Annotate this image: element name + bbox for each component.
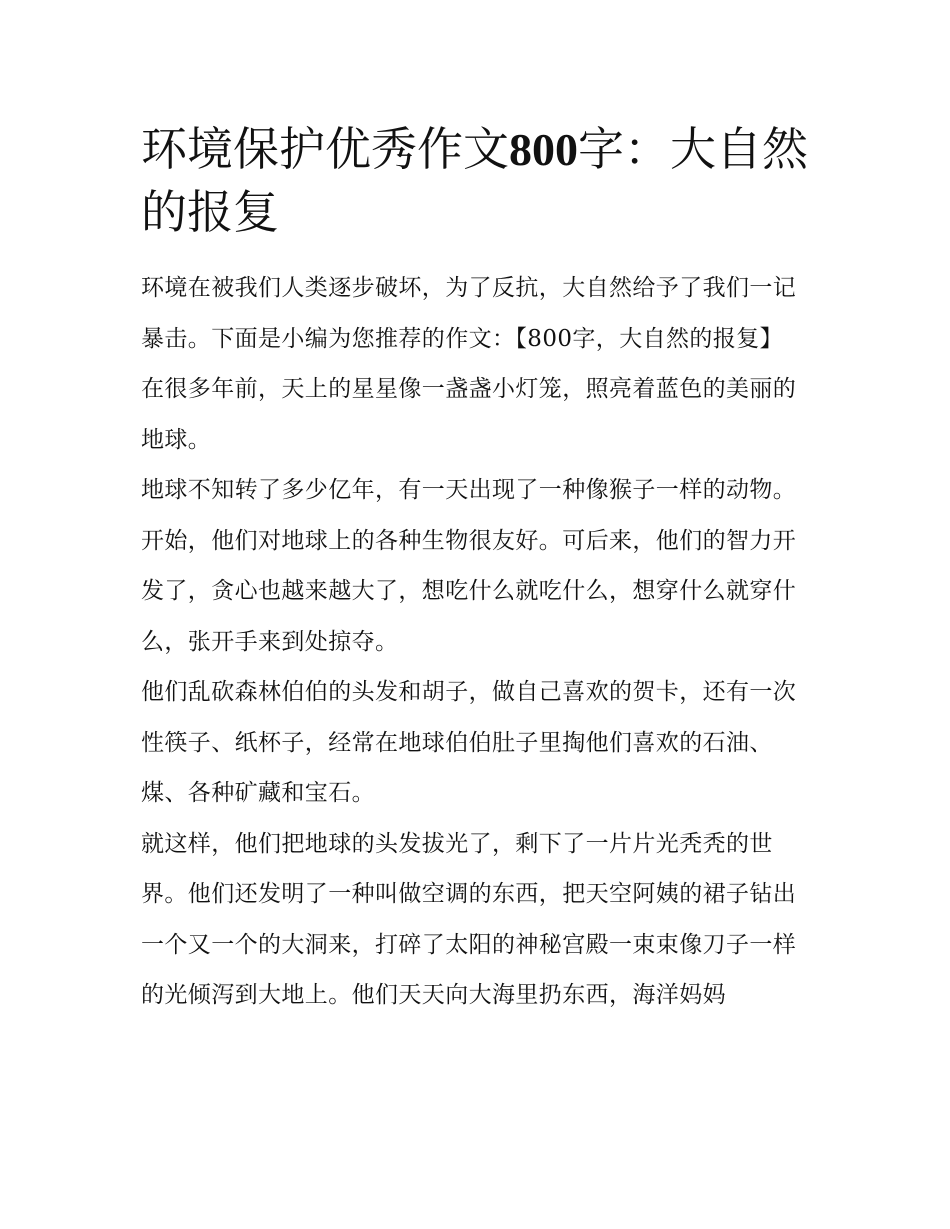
- title-number: 800: [509, 124, 578, 175]
- title-text-part1: 环境保护优秀作文: [141, 122, 509, 176]
- paragraph-stars: 在很多年前，天上的星星像一盏盏小灯笼，照亮着蓝色的美丽的地球。: [141, 376, 797, 453]
- document-body: [141, 263, 813, 1021]
- document-title: [141, 118, 813, 243]
- paragraph-destruction: 就这样，他们把地球的头发拔光了，剩下了一片片光秃秃的世界。他们还发明了一种叫做空调的东西，把天空阿姨的裙子钻出一个又一个的大洞来，打碎了太阳的神秘宫殿一束束像刀子一样的光倾泻到大地上。他们天天向大海里扔东西，海洋妈妈: [141, 830, 797, 1008]
- title-text-part2: 字：大自然的报复: [141, 122, 808, 239]
- paragraph-humans: 地球不知转了多少亿年，有一天出现了一种像猴子一样的动物。开始，他们对地球上的各种生物很友好。可后来，他们的智力开发了，贪心也越来越大了，想吃什么就吃什么，想穿什么就穿什么，张开手来到处掠夺。: [141, 477, 797, 655]
- paragraph-forests: 他们乱砍森林伯伯的头发和胡子，做自己喜欢的贺卡，还有一次性筷子、纸杯子，经常在地球伯伯肚子里掏他们喜欢的石油、煤、各种矿藏和宝石。: [141, 679, 797, 806]
- document-page: [141, 118, 813, 1021]
- paragraph-intro: 环境在被我们人类逐步破坏，为了反抗，大自然给予了我们一记暴击。下面是小编为您推荐的作文：【800字，大自然的报复】: [141, 275, 797, 352]
